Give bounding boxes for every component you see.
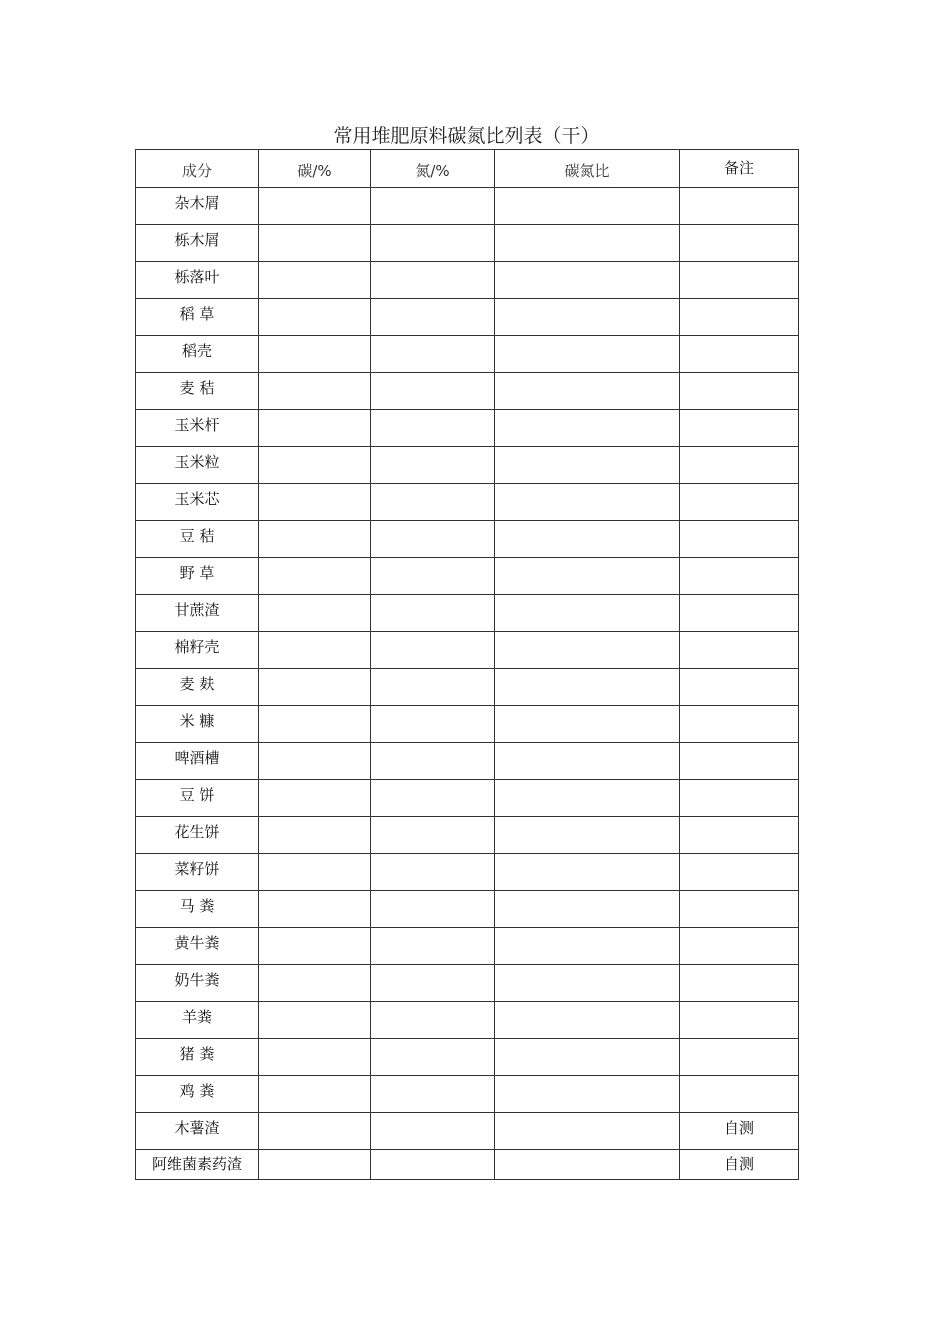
carbon-nitrogen-table <box>135 149 799 1180</box>
nitrogen-cell <box>371 558 495 595</box>
note-cell <box>680 484 799 521</box>
nitrogen-cell <box>371 521 495 558</box>
header-row <box>136 150 799 188</box>
carbon-cell <box>259 632 371 669</box>
ingredient-cell: 啤酒槽 <box>136 743 259 780</box>
carbon-cell <box>259 928 371 965</box>
nitrogen-cell <box>371 1113 495 1150</box>
carbon-cell <box>259 595 371 632</box>
table-row <box>136 706 799 743</box>
carbon-cell <box>259 188 371 225</box>
table-row <box>136 632 799 669</box>
table-row <box>136 854 799 891</box>
table-row <box>136 817 799 854</box>
note-cell: 自测 <box>680 1150 799 1180</box>
table-row <box>136 965 799 1002</box>
header-nitrogen <box>371 150 495 188</box>
note-cell <box>680 1039 799 1076</box>
cn-ratio-cell <box>495 854 680 891</box>
nitrogen-cell <box>371 706 495 743</box>
note-cell <box>680 632 799 669</box>
nitrogen-cell <box>371 225 495 262</box>
carbon-cell <box>259 669 371 706</box>
ingredient-cell: 栎落叶 <box>136 262 259 299</box>
carbon-cell <box>259 410 371 447</box>
header-note <box>680 150 799 188</box>
nitrogen-cell <box>371 632 495 669</box>
table-row <box>136 225 799 262</box>
ingredient-cell: 棉籽壳 <box>136 632 259 669</box>
nitrogen-cell <box>371 299 495 336</box>
table-row <box>136 521 799 558</box>
note-cell <box>680 299 799 336</box>
carbon-cell <box>259 225 371 262</box>
ingredient-cell: 麦 麸 <box>136 669 259 706</box>
table-row <box>136 1002 799 1039</box>
carbon-cell <box>259 336 371 373</box>
carbon-cell <box>259 706 371 743</box>
ingredient-cell: 米 糠 <box>136 706 259 743</box>
carbon-cell <box>259 1150 371 1180</box>
cn-ratio-cell <box>495 1002 680 1039</box>
ingredient-cell: 甘蔗渣 <box>136 595 259 632</box>
carbon-cell <box>259 558 371 595</box>
cn-ratio-cell <box>495 780 680 817</box>
note-cell <box>680 928 799 965</box>
carbon-cell <box>259 1113 371 1150</box>
carbon-cell <box>259 262 371 299</box>
table-row <box>136 484 799 521</box>
nitrogen-cell <box>371 817 495 854</box>
ingredient-cell: 羊粪 <box>136 1002 259 1039</box>
note-cell <box>680 336 799 373</box>
note-cell <box>680 595 799 632</box>
table-row <box>136 928 799 965</box>
table-row <box>136 595 799 632</box>
carbon-cell <box>259 484 371 521</box>
nitrogen-cell <box>371 595 495 632</box>
ingredient-cell: 玉米芯 <box>136 484 259 521</box>
note-cell <box>680 373 799 410</box>
ingredient-cell: 黄牛粪 <box>136 928 259 965</box>
note-cell <box>680 780 799 817</box>
cn-ratio-cell <box>495 299 680 336</box>
carbon-cell <box>259 965 371 1002</box>
cn-ratio-cell <box>495 965 680 1002</box>
ingredient-cell: 栎木屑 <box>136 225 259 262</box>
carbon-cell <box>259 1076 371 1113</box>
table-row <box>136 1039 799 1076</box>
header-note-label: 备注 <box>723 159 754 177</box>
ingredient-cell: 猪 粪 <box>136 1039 259 1076</box>
header-cn-ratio <box>495 150 680 188</box>
table-row <box>136 1150 799 1180</box>
nitrogen-cell <box>371 410 495 447</box>
carbon-cell <box>259 521 371 558</box>
ingredient-cell: 阿维菌素药渣 <box>136 1150 259 1180</box>
nitrogen-cell <box>371 1150 495 1180</box>
carbon-cell <box>259 743 371 780</box>
table-row <box>136 1113 799 1150</box>
nitrogen-cell <box>371 373 495 410</box>
cn-ratio-cell <box>495 1039 680 1076</box>
header-carbon <box>259 150 371 188</box>
table-row <box>136 780 799 817</box>
note-cell <box>680 410 799 447</box>
cn-ratio-cell <box>495 669 680 706</box>
ingredient-cell: 鸡 粪 <box>136 1076 259 1113</box>
nitrogen-cell <box>371 669 495 706</box>
ingredient-cell: 豆 秸 <box>136 521 259 558</box>
cn-ratio-cell <box>495 743 680 780</box>
nitrogen-cell <box>371 743 495 780</box>
table-row <box>136 188 799 225</box>
cn-ratio-cell <box>495 632 680 669</box>
table-row <box>136 1076 799 1113</box>
table-row <box>136 891 799 928</box>
note-cell <box>680 262 799 299</box>
ingredient-cell: 马 粪 <box>136 891 259 928</box>
cn-ratio-cell <box>495 1076 680 1113</box>
note-cell <box>680 447 799 484</box>
ingredient-cell: 稻壳 <box>136 336 259 373</box>
cn-ratio-cell <box>495 262 680 299</box>
nitrogen-cell <box>371 1002 495 1039</box>
table-row <box>136 669 799 706</box>
carbon-cell <box>259 854 371 891</box>
note-cell: 自测 <box>680 1113 799 1150</box>
header-carbon-label: 碳/% <box>297 162 332 180</box>
nitrogen-cell <box>371 891 495 928</box>
ingredient-cell: 奶牛粪 <box>136 965 259 1002</box>
note-cell <box>680 891 799 928</box>
table-row <box>136 299 799 336</box>
cn-ratio-cell <box>495 1113 680 1150</box>
carbon-cell <box>259 780 371 817</box>
header-ingredient <box>136 150 259 188</box>
cn-ratio-cell <box>495 891 680 928</box>
ingredient-cell: 木薯渣 <box>136 1113 259 1150</box>
ingredient-cell: 野 草 <box>136 558 259 595</box>
carbon-cell <box>259 1002 371 1039</box>
cn-ratio-cell <box>495 188 680 225</box>
table-row <box>136 743 799 780</box>
cn-ratio-cell <box>495 410 680 447</box>
note-cell <box>680 743 799 780</box>
header-ingredient-label: 成分 <box>181 162 212 180</box>
table-row <box>136 373 799 410</box>
nitrogen-cell <box>371 484 495 521</box>
carbon-cell <box>259 1039 371 1076</box>
cn-ratio-cell <box>495 447 680 484</box>
table-row <box>136 410 799 447</box>
nitrogen-cell <box>371 336 495 373</box>
table-row <box>136 447 799 484</box>
cn-ratio-cell <box>495 817 680 854</box>
ingredient-cell: 菜籽饼 <box>136 854 259 891</box>
cn-ratio-cell <box>495 336 680 373</box>
nitrogen-cell <box>371 965 495 1002</box>
cn-ratio-cell <box>495 521 680 558</box>
table-row <box>136 558 799 595</box>
carbon-cell <box>259 891 371 928</box>
note-cell <box>680 854 799 891</box>
cn-ratio-cell <box>495 558 680 595</box>
cn-ratio-cell <box>495 373 680 410</box>
carbon-cell <box>259 817 371 854</box>
header-cn-ratio-label: 碳氮比 <box>564 162 610 180</box>
ingredient-cell: 稻 草 <box>136 299 259 336</box>
ingredient-cell: 玉米杆 <box>136 410 259 447</box>
note-cell <box>680 521 799 558</box>
note-cell <box>680 188 799 225</box>
cn-ratio-cell <box>495 706 680 743</box>
ingredient-cell: 豆 饼 <box>136 780 259 817</box>
note-cell <box>680 225 799 262</box>
note-cell <box>680 669 799 706</box>
table-row <box>136 336 799 373</box>
nitrogen-cell <box>371 188 495 225</box>
carbon-cell <box>259 299 371 336</box>
note-cell <box>680 1076 799 1113</box>
cn-ratio-cell <box>495 1150 680 1180</box>
cn-ratio-cell <box>495 595 680 632</box>
nitrogen-cell <box>371 1039 495 1076</box>
ingredient-cell: 玉米粒 <box>136 447 259 484</box>
note-cell <box>680 817 799 854</box>
carbon-cell <box>259 373 371 410</box>
carbon-cell <box>259 447 371 484</box>
nitrogen-cell <box>371 447 495 484</box>
note-cell <box>680 965 799 1002</box>
table-title: 常用堆肥原料碳氮比列表（干） <box>333 125 600 147</box>
cn-ratio-cell <box>495 928 680 965</box>
nitrogen-cell <box>371 1076 495 1113</box>
nitrogen-cell <box>371 780 495 817</box>
nitrogen-cell <box>371 262 495 299</box>
ingredient-cell: 杂木屑 <box>136 188 259 225</box>
nitrogen-cell <box>371 854 495 891</box>
header-nitrogen-label: 氮/% <box>415 162 450 180</box>
note-cell <box>680 1002 799 1039</box>
ingredient-cell: 麦 秸 <box>136 373 259 410</box>
cn-ratio-cell <box>495 225 680 262</box>
note-cell <box>680 706 799 743</box>
cn-ratio-cell <box>495 484 680 521</box>
ingredient-cell: 花生饼 <box>136 817 259 854</box>
nitrogen-cell <box>371 928 495 965</box>
note-cell <box>680 558 799 595</box>
table-row <box>136 262 799 299</box>
